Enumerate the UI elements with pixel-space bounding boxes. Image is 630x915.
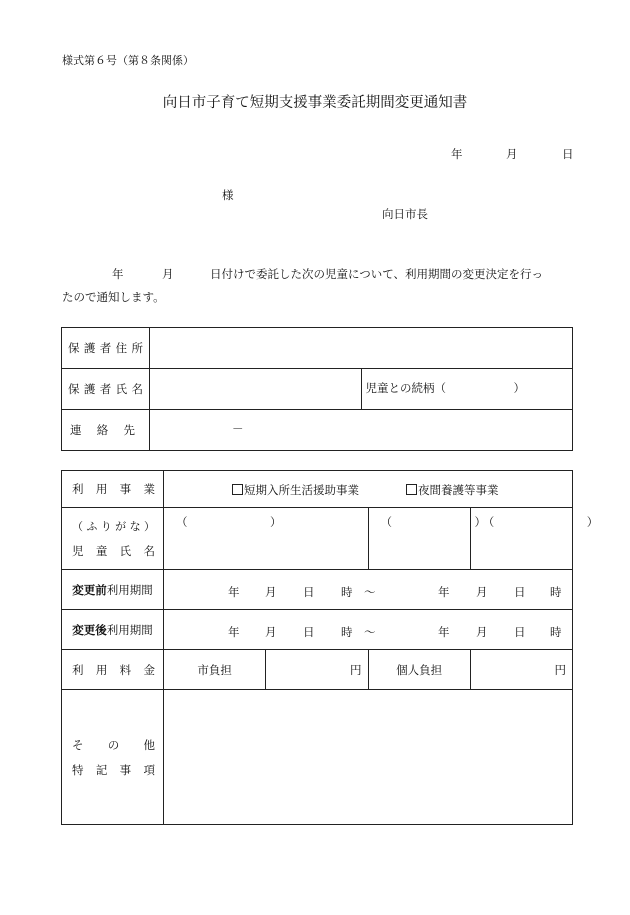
remarks-row: [62, 690, 573, 825]
after-period-row: [62, 610, 573, 650]
guardian-name-label: 保 護 者 氏 名: [62, 369, 150, 410]
remarks-label: そ の 他 特 記 事 項: [62, 690, 164, 825]
child-name-field-1[interactable]: [164, 508, 369, 570]
personal-share-amount[interactable]: 円: [470, 650, 572, 690]
form-number: 様式第６号（第８条関係）: [62, 54, 194, 67]
city-share-label: 市負担: [164, 650, 266, 690]
guardian-address-row: [62, 328, 573, 369]
city-share-amount[interactable]: 円: [266, 650, 368, 690]
paren-open: （: [482, 515, 495, 529]
document-title: 向日市子育て短期支援事業委託期間変更通知書: [162, 95, 468, 111]
child-name-field-2[interactable]: [368, 508, 486, 570]
paren-close: ）: [586, 515, 599, 529]
paren-open: （: [380, 515, 392, 529]
body-text-line2: たので通知します。: [62, 290, 165, 304]
after-period-label: 変更後利用期間: [62, 610, 164, 650]
usage-row: [62, 471, 573, 508]
option-night-care[interactable]: 夜間養護等事業: [406, 484, 499, 497]
body-text-line1: 日付けで委託した次の児童について、利用期間の変更決定を行っ: [210, 267, 544, 281]
body-year: 年: [112, 267, 124, 281]
issue-year: 年: [451, 147, 463, 161]
before-period-row: [62, 570, 573, 610]
child-name-row: [62, 508, 573, 570]
before-period-label: 変更前利用期間: [62, 570, 164, 610]
relation-label: 児童との続柄（: [365, 381, 446, 395]
after-period-field[interactable]: 年 月 日 時 ～ 年 月 日 時: [164, 610, 573, 650]
checkbox-short-stay[interactable]: [232, 484, 243, 495]
guardian-name-row: [62, 369, 573, 410]
contact-row: [62, 410, 573, 451]
remarks-field[interactable]: [164, 690, 573, 825]
contact-label: 連 絡 先: [62, 410, 150, 451]
paren-open: （: [176, 515, 188, 529]
relation-cell[interactable]: [361, 369, 573, 410]
usage-table: [61, 470, 599, 825]
personal-share-label: 個人負担: [368, 650, 470, 690]
issue-day: 日: [562, 147, 574, 161]
body-month: 月: [162, 267, 174, 281]
guardian-name-field[interactable]: [150, 369, 362, 410]
child-name-label: （ ふ り が な ） 児 童 氏 名: [62, 508, 164, 570]
contact-dash: －: [232, 422, 244, 436]
checkbox-night-care[interactable]: [406, 484, 417, 495]
guardian-address-field[interactable]: [150, 328, 573, 369]
fee-label: 利 用 料 金: [62, 650, 164, 690]
sender: 向日市長: [382, 207, 428, 221]
paren-close: ）: [270, 515, 282, 529]
usage-label: 利 用 事 業: [62, 471, 164, 508]
child-name-field-3[interactable]: [470, 508, 599, 570]
issue-month: 月: [506, 147, 518, 161]
contact-field[interactable]: [150, 410, 573, 451]
addressee-suffix: 様: [222, 188, 234, 202]
usage-options: [164, 471, 573, 508]
guardian-address-label: 保 護 者 住 所: [62, 328, 150, 369]
paren-close: ）: [474, 515, 486, 529]
relation-close: ）: [513, 381, 525, 395]
option-short-stay[interactable]: 短期入所生活援助事業: [232, 484, 359, 497]
fee-row: [62, 650, 573, 690]
guardian-table: [61, 327, 573, 451]
before-period-field[interactable]: 年 月 日 時 ～ 年 月 日 時: [164, 570, 573, 610]
